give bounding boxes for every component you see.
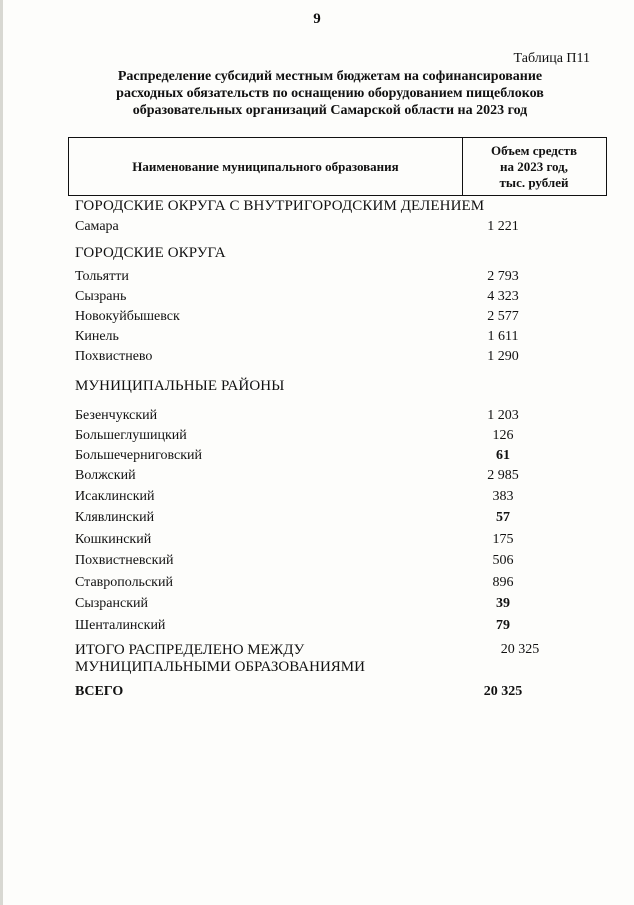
row-value: 2 985 — [487, 468, 519, 483]
row-value: 1 290 — [487, 349, 519, 364]
grand-total-label: ВСЕГО — [75, 684, 124, 699]
row-name: Большечерниговский — [75, 448, 203, 463]
title-line: образовательных организаций Самарской области на 2023 год — [132, 103, 528, 118]
header-value-line: на 2023 год, — [499, 158, 569, 174]
table-label: Таблица П11 — [513, 51, 590, 66]
row-value: 1 221 — [487, 219, 519, 234]
row-value: 175 — [492, 532, 514, 547]
row-value: 383 — [492, 489, 514, 504]
row-name: Сызрань — [75, 289, 127, 304]
row-name: Шенталинский — [75, 618, 166, 633]
distributed-total-label — [75, 642, 365, 676]
row-value: 126 — [492, 428, 514, 443]
row-value: 896 — [492, 575, 514, 590]
table-title — [70, 68, 590, 119]
row-value: 506 — [492, 553, 514, 568]
title-line: Распределение субсидий местным бюджетам на софинансирование — [117, 69, 543, 84]
row-name: Ставропольский — [75, 575, 173, 590]
section-title: МУНИЦИПАЛЬНЫЕ РАЙОНЫ — [75, 378, 285, 394]
row-value: 1 203 — [487, 408, 519, 423]
row-value: 1 611 — [487, 329, 519, 344]
title-line: расходных обязательств по оснащению оборудованием пищеблоков — [116, 86, 544, 101]
row-name: Большеглушицкий — [75, 428, 187, 443]
row-name: Исаклинский — [75, 489, 155, 504]
distributed-total-label-line: МУНИЦИПАЛЬНЫМИ ОБРАЗОВАНИЯМИ — [75, 659, 365, 675]
header-value-line: Объем средств — [490, 142, 578, 158]
row-name: Сызранский — [75, 596, 148, 611]
row-name: Похвистневский — [75, 553, 174, 568]
row-value: 57 — [496, 510, 510, 525]
section-title: ГОРОДСКИЕ ОКРУГА С ВНУТРИГОРОДСКИМ ДЕЛЕНИЕМ — [75, 198, 485, 214]
table-header — [68, 137, 607, 196]
section-title: ГОРОДСКИЕ ОКРУГА — [75, 245, 226, 261]
row-name: Волжский — [75, 468, 136, 483]
row-value: 79 — [496, 618, 510, 633]
row-name: Новокуйбышевск — [75, 309, 180, 324]
header-value-line: тыс. рублей — [499, 174, 569, 190]
row-value: 2 793 — [487, 269, 519, 284]
row-name: Кинель — [75, 329, 119, 344]
row-name: Безенчукский — [75, 408, 158, 423]
scan-edge — [0, 0, 3, 905]
row-name: Тольятти — [75, 269, 129, 284]
distributed-total-value: 20 325 — [500, 642, 540, 657]
grand-total-value: 20 325 — [483, 684, 523, 699]
row-value: 61 — [496, 448, 510, 463]
header-name-column: Наименование муниципального образования — [69, 138, 463, 195]
distributed-total-label-line: ИТОГО РАСПРЕДЕЛЕНО МЕЖДУ — [75, 642, 305, 658]
row-name: Самара — [75, 219, 119, 234]
row-name: Клявлинский — [75, 510, 155, 525]
header-value-column — [462, 138, 606, 195]
row-name: Похвистнево — [75, 349, 153, 364]
row-name: Кошкинский — [75, 532, 152, 547]
row-value: 39 — [496, 596, 510, 611]
page-number: 9 — [313, 11, 321, 27]
row-value: 4 323 — [487, 289, 519, 304]
row-value: 2 577 — [487, 309, 519, 324]
